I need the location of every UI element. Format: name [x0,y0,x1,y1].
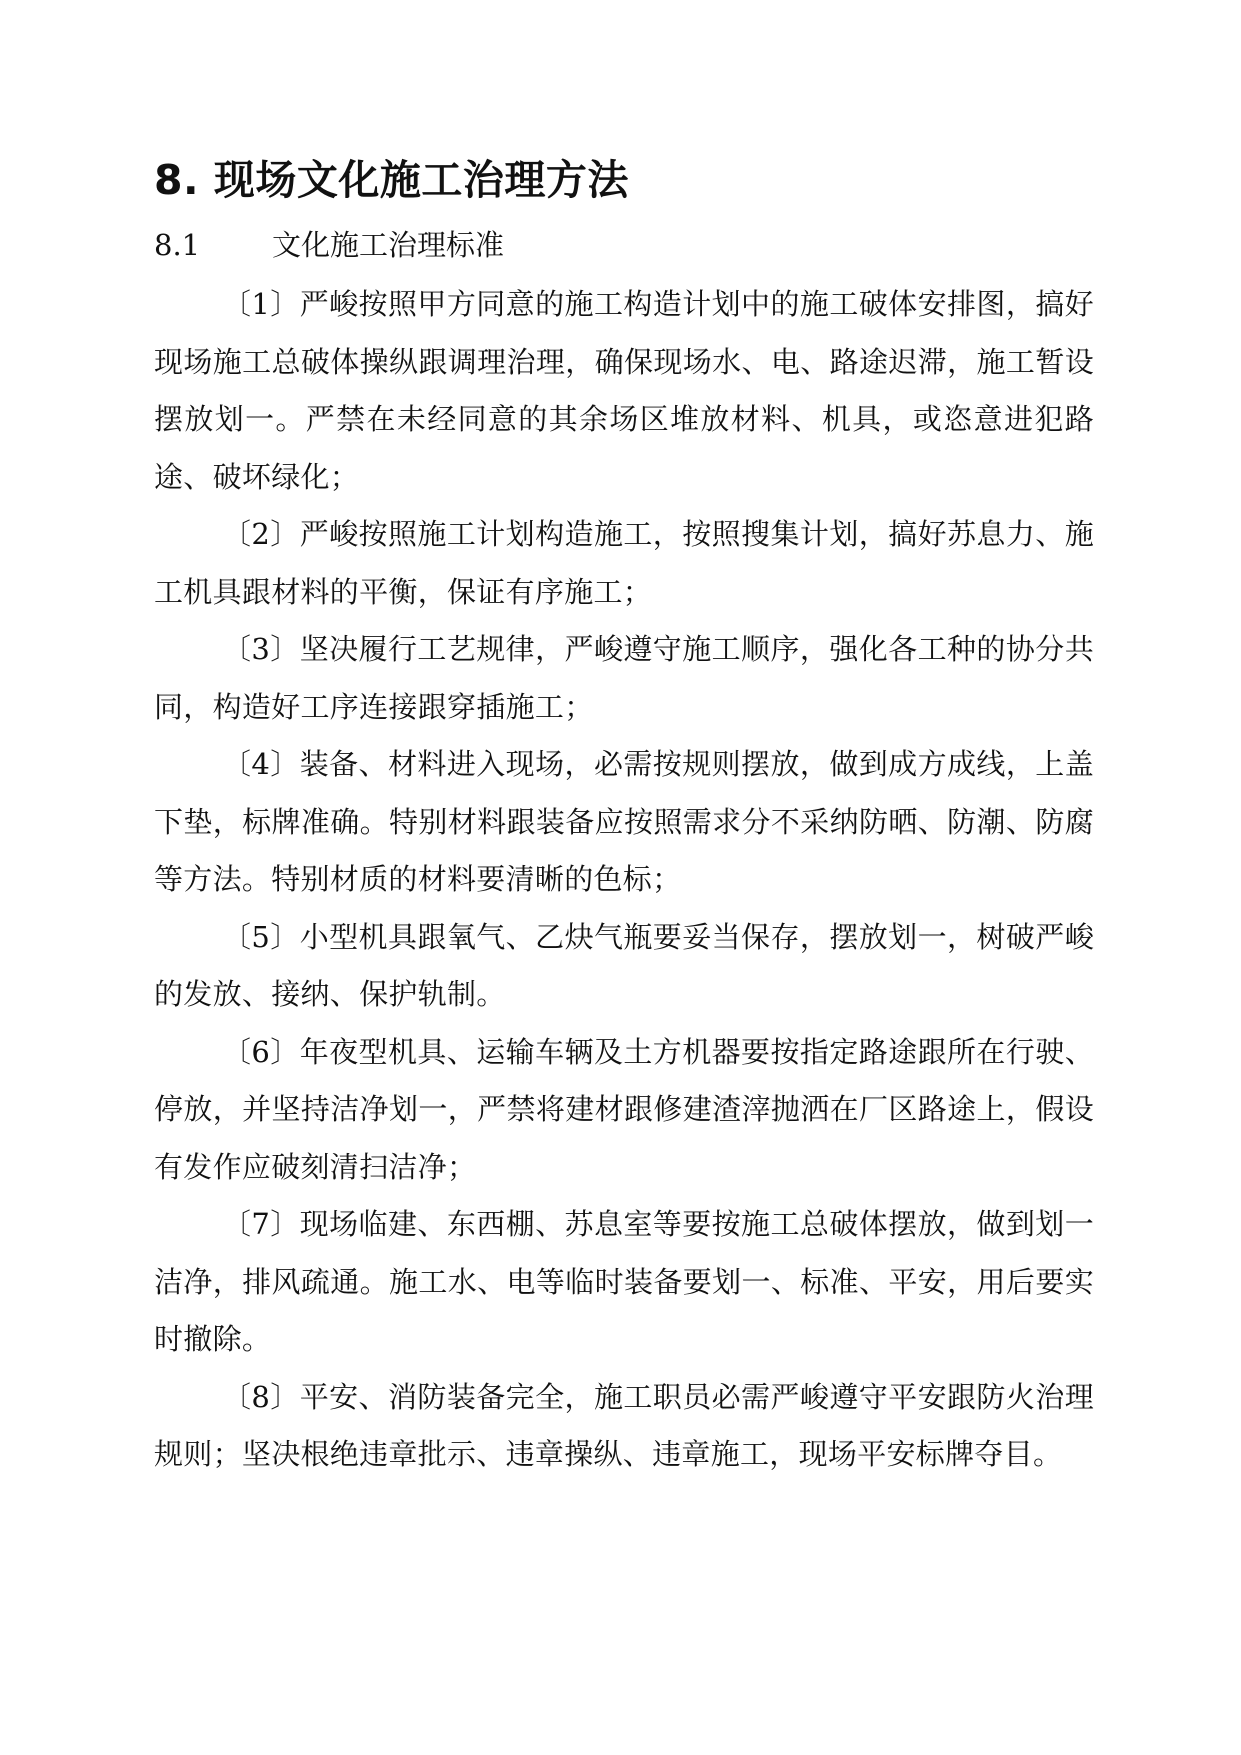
subsection-title: 文化施工治理标准 [272,228,505,262]
paragraph-7: 〔7〕现场临建、东西棚、苏息室等要按施工总破体摆放，做到划一洁净，排风疏通。施工水、电等临时装备要划一、标准、平安，用后要实时撤除。 [154,1207,1094,1356]
section-title: 8. 现场文化施工治理方法 [154,156,629,204]
subsection-number: 8.1 [154,228,201,262]
paragraph-1: 〔1〕严峻按照甲方同意的施工构造计划中的施工破体安排图，搞好现场施工总破体操纵跟调理治理，确保现场水、电、路途迟滞，施工暂设摆放划一。严禁在未经同意的其余场区堆放材料、机具，或恣意进犯路途、破坏绿化； [154,287,1094,494]
paragraph-3: 〔3〕坚决履行工艺规律，严峻遵守施工顺序，强化各工种的协分共同，构造好工序连接跟穿插施工； [154,632,1094,724]
body-text [154,276,1094,1484]
paragraph-6: 〔6〕年夜型机具、运输车辆及土方机器要按指定路途跟所在行驶、停放，并坚持洁净划一，严禁将建材跟修建渣滓抛洒在厂区路途上，假设有发作应破刻清扫洁净； [154,1034,1094,1184]
paragraph-5: 〔5〕小型机具跟氧气、乙炔气瓶要妥当保存，摆放划一，树破严峻的发放、接纳、保护轨制。 [154,919,1094,1011]
subsection-heading [154,222,504,268]
paragraph-2: 〔2〕严峻按照施工计划构造施工，按照搜集计划，搞好苏息力、施工机具跟材料的平衡，保证有序施工； [154,517,1094,609]
paragraph-4: 〔4〕装备、材料进入现场，必需按规则摆放，做到成方成线，上盖下垫，标牌准确。特别材料跟装备应按照需求分不采纳防晒、防潮、防腐等方法。特别材质的材料要清晰的色标； [154,747,1094,896]
paragraph-8: 〔8〕平安、消防装备完全，施工职员必需严峻遵守平安跟防火治理规则；坚决根绝违章批示、违章操纵、违章施工，现场平安标牌夺目。 [154,1379,1094,1471]
